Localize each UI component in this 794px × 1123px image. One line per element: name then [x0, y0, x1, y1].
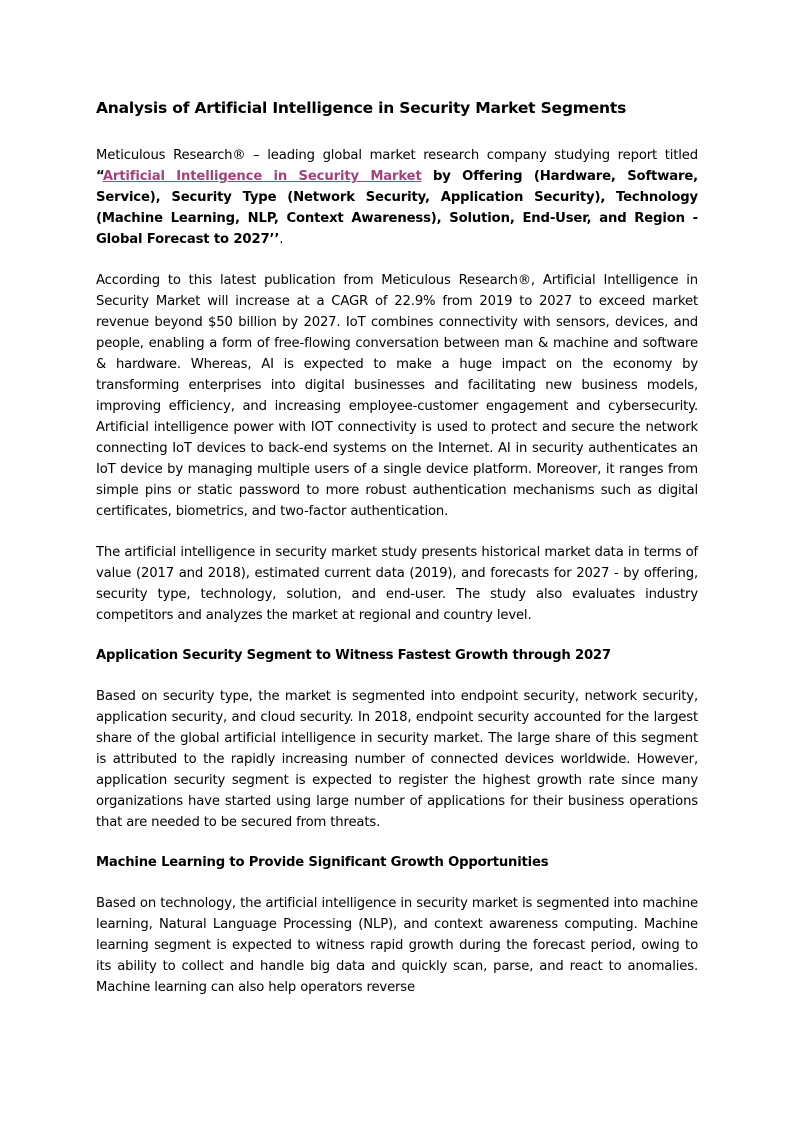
intro-paragraph	[96, 145, 698, 250]
application-security-heading: Application Security Segment to Witness Fastest Growth through 2027	[96, 648, 611, 663]
study-scope-paragraph: The artificial intelligence in security market study presents historical market data in terms of value (2017 and 2018), estimated current data (2019), and forecasts for 2027 - by offering, security type, technology, solution, and end-user. The study also evaluates industry competitors and analyzes the market at regional and country level.	[96, 545, 698, 623]
market-growth-paragraph: According to this latest publication from Meticulous Research®, Artificial Intelligence in Security Market will increase at a CAGR of 22.9% from 2019 to 2027 to exceed market revenue beyond $50 billion by 2027. IoT combines connectivity with sensors, devices, and people, enabling a form of free-flowing conversation between man & machine and software & hardware. Whereas, AI is expected to make a huge impact on the economy by transforming enterprises into digital businesses and facilitating new business models, improving efficiency, and increasing employee-customer engagement and cybersecurity. Artificial intelligence power with IOT connectivity is used to protect and secure the network connecting IoT devices to back-end systems on the Internet. AI in security authenticates an IoT device by managing multiple users of a single device platform. Moreover, it ranges from simple pins or static password to more robust authentication mechanisms such as digital certificates, biometrics, and two-factor authentication.	[96, 273, 698, 519]
intro-lead-text: Meticulous Research® – leading global market research company studying report titled	[96, 148, 698, 163]
security-type-paragraph: Based on security type, the market is segmented into endpoint security, network security, application security, and cloud security. In 2018, endpoint security accounted for the largest share of the global artificial intelligence in security market. The large share of this segment is attributed to the rapidly increasing number of connected devices worldwide. However, application security segment is expected to register the highest growth rate since many organizations have started using large number of applications for their business operations that are needed to be secured from threats.	[96, 689, 698, 830]
intro-end-text: .	[279, 232, 284, 247]
page-title: Analysis of Artificial Intelligence in Security Market Segments	[96, 99, 627, 117]
technology-paragraph: Based on technology, the artificial intelligence in security market is segmented into machine learning, Natural Language Processing (NLP), and context awareness computing. Machine learning segment is expected to witness rapid growth during the forecast period, owing to its ability to collect and handle big data and quickly scan, parse, and react to anomalies. Machine learning can also help operators reverse	[96, 896, 698, 995]
document-page	[96, 97, 698, 1018]
intro-quote-open: “	[96, 169, 103, 184]
report-title-link[interactable]: Artificial Intelligence in Security Market	[102, 169, 422, 184]
report-title-bold: by Offering (Hardware, Software, Service), Security Type (Network Security, Application Security), Technology (Machine Learning, NLP, Context Awareness), Solution, End-User, and Region - Global Forecast to 2027’’	[96, 169, 698, 247]
machine-learning-heading: Machine Learning to Provide Significant Growth Opportunities	[96, 855, 549, 870]
